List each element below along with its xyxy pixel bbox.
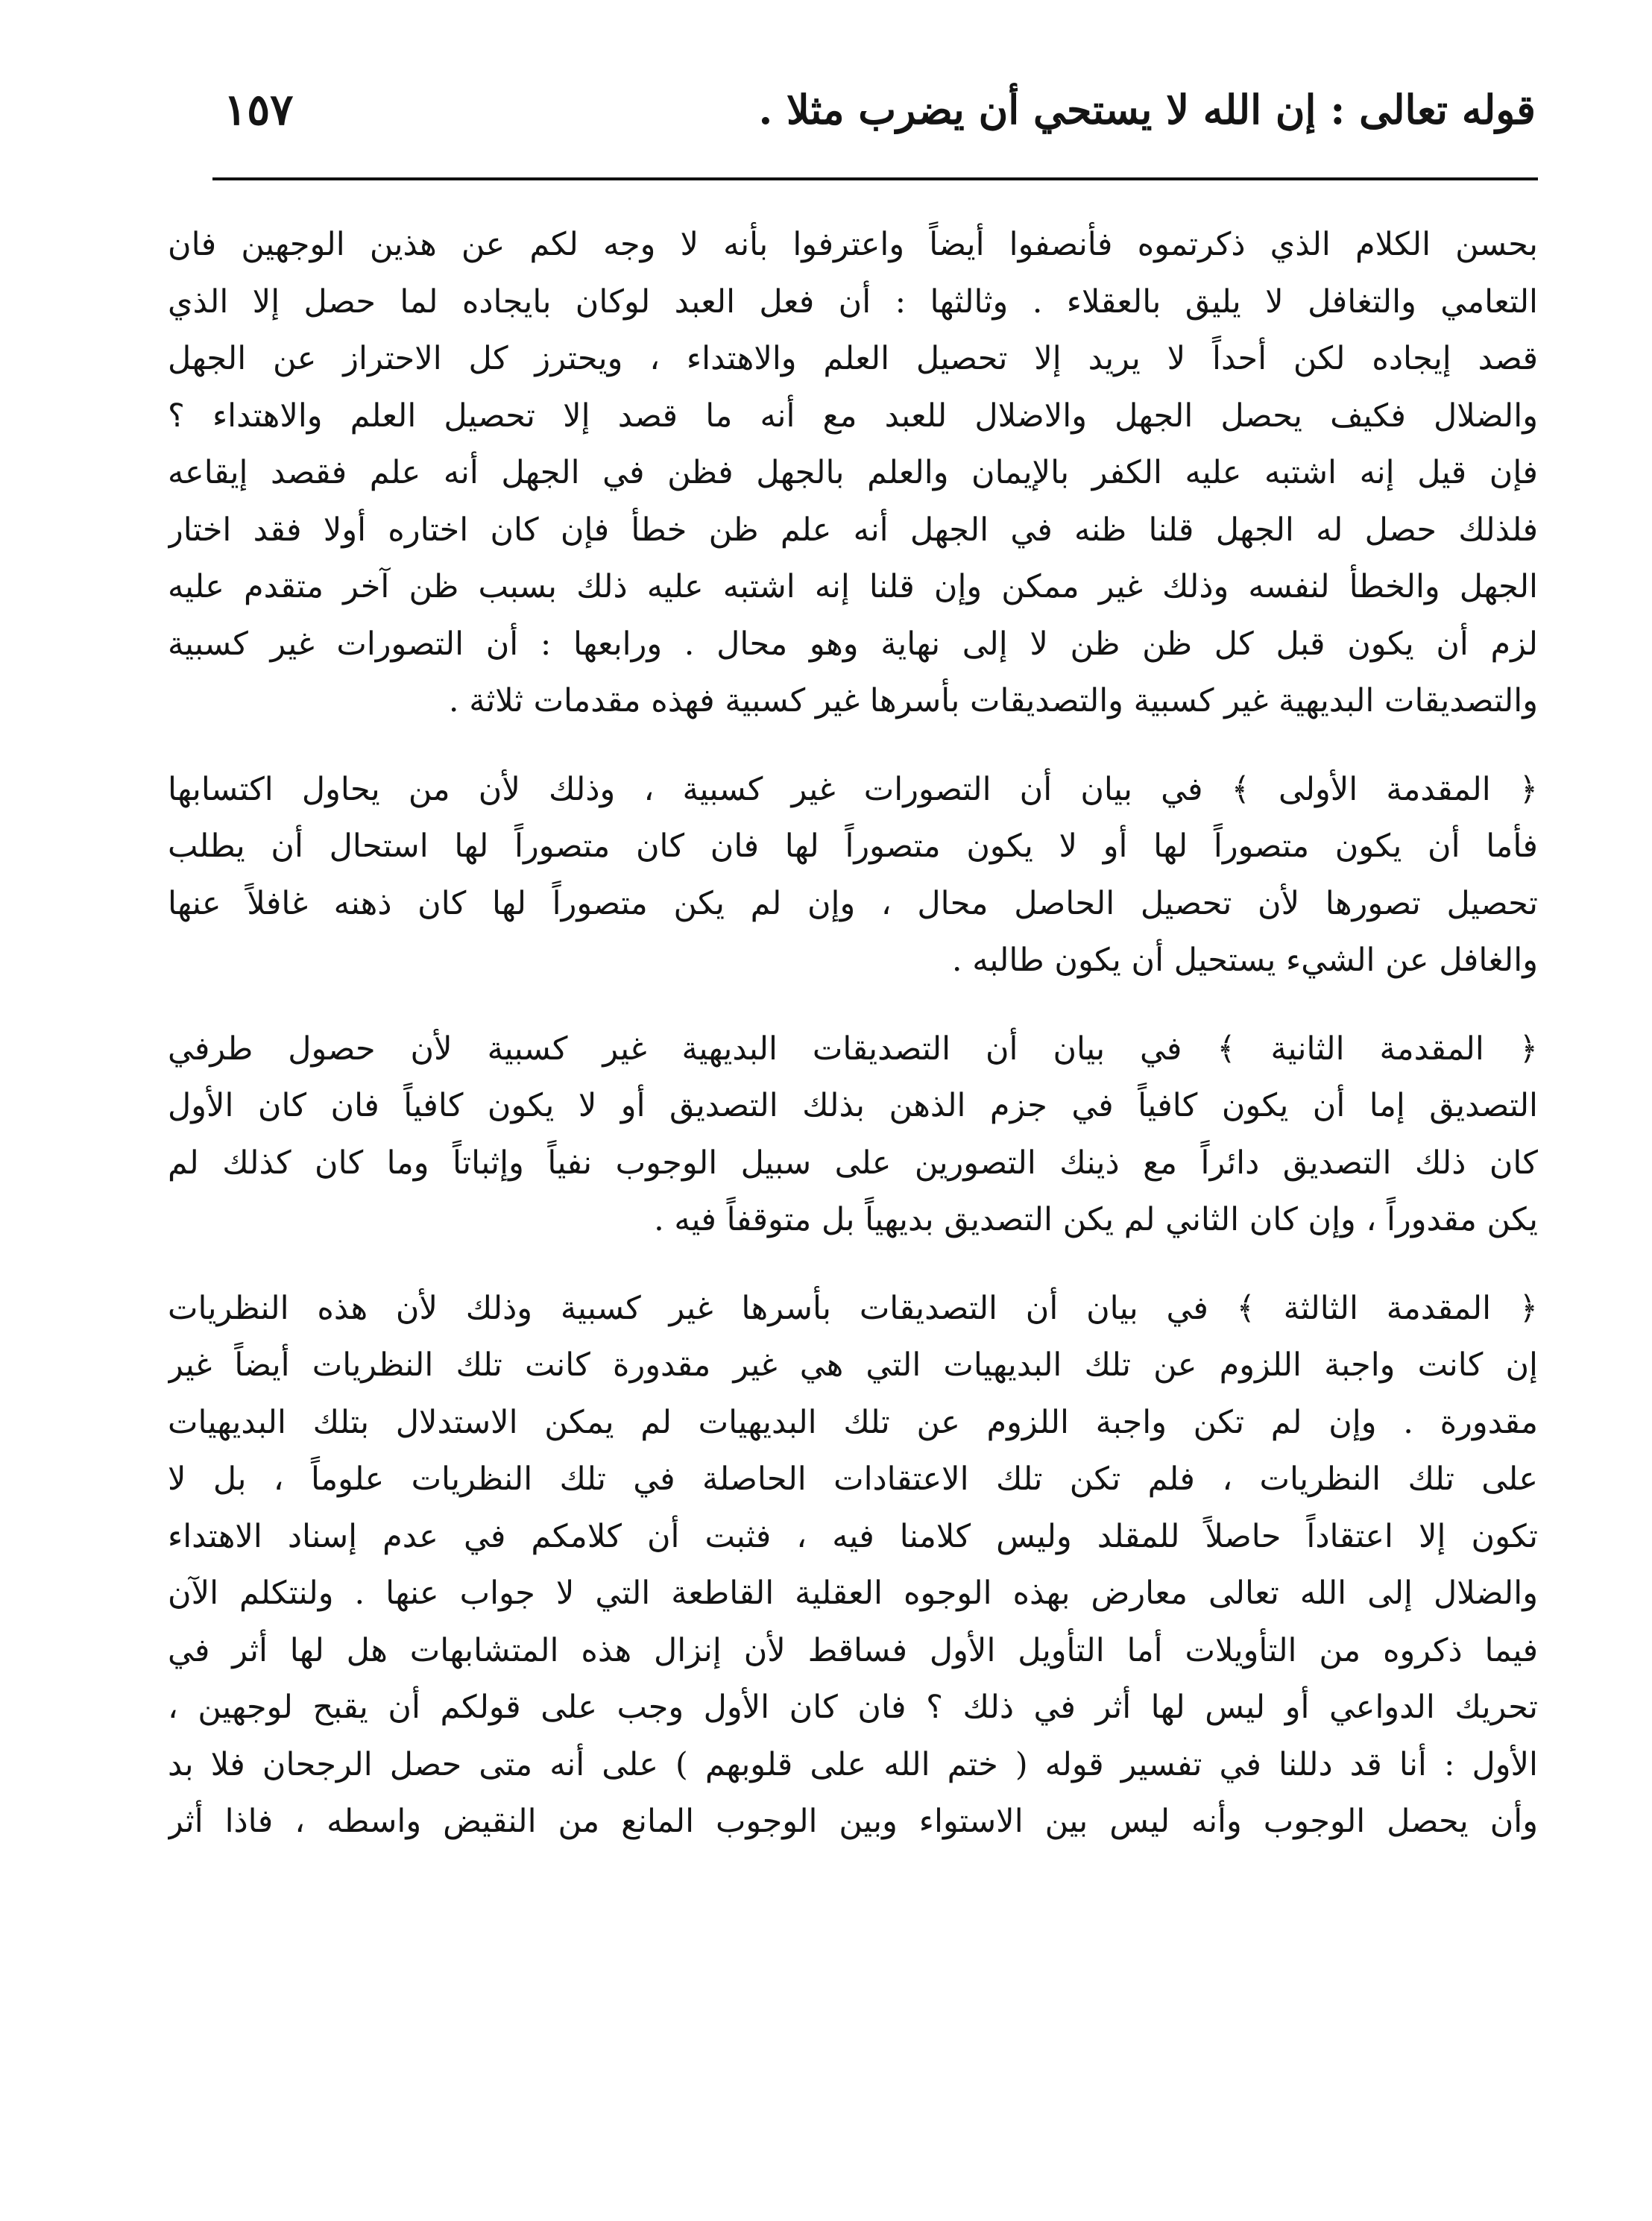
text-line: التعامي والتغافل لا يليق بالعقلاء . وثالثها : أن فعل العبد لوكان بايجاده لما حصل إلا الذي — [168, 283, 1538, 321]
text-line: إن كانت واجبة اللزوم عن تلك البديهيات التي هي غير مقدورة كانت تلك النظريات أيضاً غير — [168, 1346, 1538, 1384]
text-line: ﴿ المقدمة الأولى ﴾ في بيان أن التصورات غير كسبية ، وذلك لأن من يحاول اكتسابها — [168, 770, 1538, 808]
text-line: والضلال إلى الله تعالى معارض بهذه الوجوه العقلية القاطعة التي لا جواب عنها . ولنتكلم الآن — [168, 1575, 1538, 1612]
text-line: لزم أن يكون قبل كل ظن ظن لا إلى نهاية وهو محال . ورابعها : أن التصورات غير كسبية — [168, 625, 1538, 663]
text-line: فلذلك حصل له الجهل قلنا ظنه في الجهل أنه علم ظن خطأ فإن كان اختاره أولا فقد اختار — [168, 511, 1538, 549]
text-line: مقدورة . وإن لم تكن واجبة اللزوم عن تلك البديهيات لم يمكن الاستدلال بتلك البديهيات — [168, 1403, 1538, 1441]
text-line: التصديق إما أن يكون كافياً في جزم الذهن بذلك التصديق أو لا يكون كافياً فان كان الأول — [168, 1087, 1538, 1124]
text-line: فيما ذكروه من التأويلات أما التأويل الأول فساقط لأن إنزال هذه المتشابهات هل لها أثر في — [168, 1631, 1538, 1669]
paragraph-4 — [168, 1280, 1538, 1850]
paragraph-1 — [168, 216, 1538, 730]
text-line: بحسن الكلام الذي ذكرتموه فأنصفوا أيضاً واعترفوا بأنه لا وجه لكم عن هذين الوجهين فان — [168, 226, 1538, 263]
text-line: والغافل عن الشيء يستحيل أن يكون طالبه . — [951, 942, 1538, 979]
text-line: تحصيل تصورها لأن تحصيل الحاصل محال ، وإن لم يكن متصوراً لها كان ذهنه غافلاً عنها — [168, 884, 1538, 922]
page-body — [168, 216, 1538, 1882]
text-line: والتصديقات البديهية غير كسبية والتصديقات بأسرها غير كسبية فهذه مقدمات ثلاثة . — [448, 682, 1538, 719]
text-line: ﴿ المقدمة الثانية ﴾ في بيان أن التصديقات البديهية غير كسبية لأن حصول طرفي — [168, 1030, 1538, 1068]
text-line: الأول : أنا قد دللنا في تفسير قوله ( ختم الله على قلوبهم ) على أنه متى حصل الرجحان فلا بد — [168, 1745, 1538, 1783]
text-line: والضلال فكيف يحصل الجهل والاضلال للعبد مع أنه ما قصد إلا تحصيل العلم والاهتداء ؟ — [168, 397, 1538, 435]
text-line: الجهل والخطأ لنفسه وذلك غير ممكن وإن قلنا إنه اشتبه عليه ذلك بسبب ظن آخر متقدم عليه — [168, 568, 1538, 605]
page-number: ١٥٧ — [224, 84, 294, 135]
text-line: فإن قيل إنه اشتبه عليه الكفر بالإيمان والعلم بالجهل فظن في الجهل أنه علم فقصد إيقاعه — [168, 454, 1538, 491]
page-header — [224, 69, 1536, 151]
text-line: على تلك النظريات ، فلم تكن تلك الاعتقادات الحاصلة في تلك النظريات علوماً ، بل لا — [168, 1461, 1538, 1498]
text-line: ﴿ المقدمة الثالثة ﴾ في بيان أن التصديقات بأسرها غير كسبية وذلك لأن هذه النظريات — [168, 1289, 1538, 1327]
header-divider — [212, 177, 1538, 180]
paragraph-2 — [168, 761, 1538, 989]
text-line: قصد إيجاده لكن أحداً لا يريد إلا تحصيل العلم والاهتداء ، ويحترز كل الاحتراز عن الجهل — [168, 340, 1538, 377]
text-line: تكون إلا اعتقاداً حاصلاً للمقلد وليس كلامنا فيه ، فثبت أن كلامكم في عدم إسناد الاهتداء — [168, 1517, 1538, 1555]
text-line: يكن مقدوراً ، وإن كان الثاني لم يكن التصديق بديهياً بل متوقفاً فيه . — [654, 1201, 1538, 1238]
paragraph-3 — [168, 1021, 1538, 1249]
text-line: تحريك الدواعي أو ليس لها أثر في ذلك ؟ فان كان الأول وجب على قولكم أن يقبح لوجهين ، — [168, 1689, 1538, 1726]
text-line: فأما أن يكون متصوراً لها أو لا يكون متصوراً لها فان كان متصوراً لها استحال أن يطلب — [168, 828, 1538, 865]
text-line: كان ذلك التصديق دائراً مع ذينك التصورين على سبيل الوجوب نفياً وإثباتاً وما كان كذلك لم — [168, 1144, 1538, 1182]
text-line: وأن يحصل الوجوب وأنه ليس بين الاستواء وبين الوجوب المانع من النقيض واسطه ، فاذا أثر — [168, 1803, 1538, 1840]
running-title: قوله تعالى : إن الله لا يستحي أن يضرب مثلا . — [758, 86, 1536, 133]
